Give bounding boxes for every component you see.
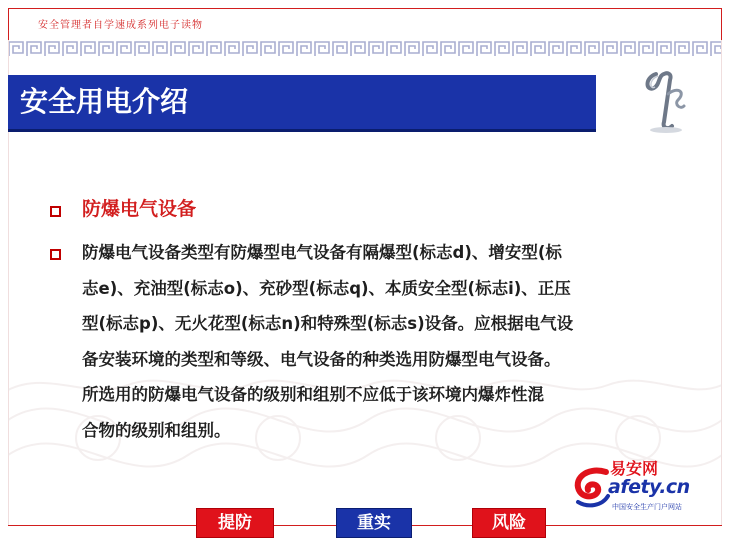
square-bullet-icon (50, 249, 61, 260)
cursive-letter-figure-icon (638, 66, 692, 134)
body-line: 志e)、充油型(标志o)、充砂型(标志q)、本质安全型(标志i)、正压 (82, 278, 571, 298)
square-bullet-icon (50, 206, 61, 217)
body-line: 防爆电气设备类型有防爆型电气设备有隔爆型(标志d)、增安型(标 (82, 243, 562, 262)
logo-en-name: afety.cn (608, 476, 690, 498)
site-logo[interactable] (572, 458, 722, 518)
body-line: 备安装环境的类型和等级、电气设备的种类选用防爆型电气设备。 (82, 349, 561, 369)
body-bullet-row (50, 243, 61, 260)
prompt-button[interactable]: 提防 (196, 508, 274, 538)
content-heading: 防爆电气设备 (82, 198, 197, 220)
greek-key-border (8, 40, 722, 58)
safety-swirl-logo-icon (572, 466, 612, 508)
risk-button[interactable]: 风险 (472, 508, 546, 538)
section-banner-shadow (8, 129, 596, 132)
body-line: 合物的级别和组别。 (82, 420, 231, 440)
body-line: 型(标志p)、无火花型(标志n)和特殊型(标志s)设备。应根据电气设 (82, 314, 574, 333)
series-title: 安全管理者自学速成系列电子读物 (38, 20, 203, 31)
focus-button[interactable]: 重实 (336, 508, 412, 538)
logo-tagline: 中国安全生产门户网站 (612, 503, 682, 511)
logo-cn-name: 易安网 (610, 459, 659, 478)
content-body (82, 235, 682, 448)
heading-bullet-row (50, 200, 61, 217)
section-title: 安全用电介绍 (20, 85, 189, 118)
body-line: 所选用的防爆电气设备的级别和组别不应低于该环境内爆炸性混 (82, 385, 544, 404)
